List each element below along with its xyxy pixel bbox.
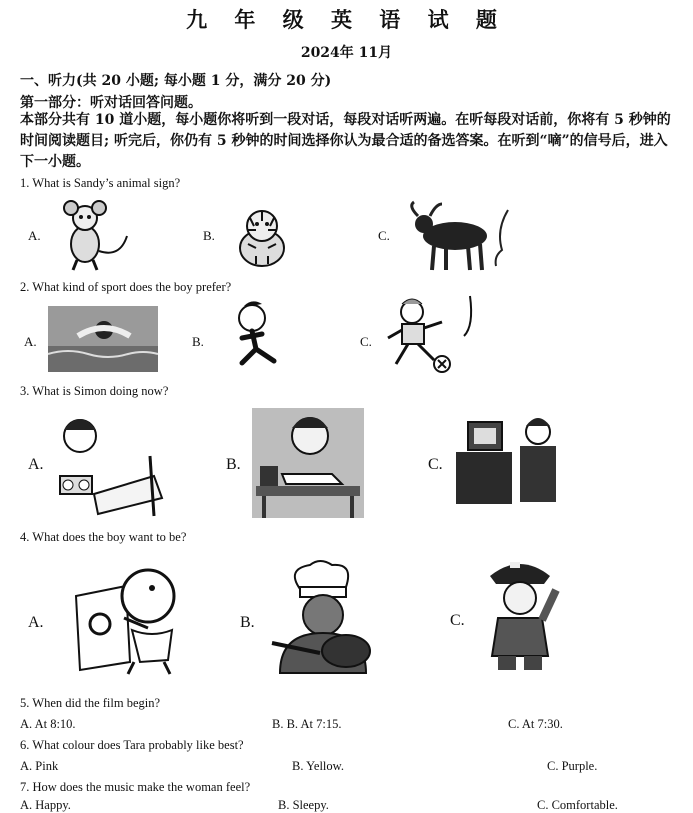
tiger-picture bbox=[222, 204, 302, 270]
bed-radio-picture bbox=[54, 406, 164, 518]
question-5: 5. When did the film begin? bbox=[20, 696, 161, 710]
q2-option-c[interactable]: C. bbox=[360, 334, 372, 349]
question-1: 1. What is Sandy’s animal sign? bbox=[20, 176, 181, 190]
q1-option-b[interactable]: B. bbox=[203, 228, 215, 243]
q4-option-c[interactable]: C. bbox=[450, 612, 465, 629]
instructions: 本部分共有 10 道小题，每小题你将听到一段对话，每段对话听两遍。在听每段对话前，你将有 5 秒钟的时间阅读题目; 听完后，你仍有 5 秒钟的时间选择你认为最合适的备选答案。在听到“嘀”的信号后，进入下一小题。 bbox=[20, 112, 671, 170]
police-officer-picture bbox=[480, 556, 560, 676]
q7-option-b[interactable]: B. Sleepy. bbox=[278, 798, 329, 812]
part-heading: 第一部分：听对话回答问题。 bbox=[20, 95, 202, 111]
q6-option-b[interactable]: B. Yellow. bbox=[292, 759, 344, 773]
q1-option-a[interactable]: A. bbox=[28, 228, 41, 243]
q4-option-b[interactable]: B. bbox=[240, 614, 255, 631]
q5-option-a[interactable]: A. At 8:10. bbox=[20, 717, 76, 731]
q4-option-a[interactable]: A. bbox=[28, 614, 44, 631]
q6-option-c[interactable]: C. Purple. bbox=[547, 759, 598, 773]
q3-option-a[interactable]: A. bbox=[28, 456, 44, 473]
q2-option-a[interactable]: A. bbox=[24, 334, 37, 349]
ox-picture bbox=[400, 200, 530, 276]
page-title: 九 年 级 英 语 试 题 bbox=[186, 7, 507, 32]
q2-option-b[interactable]: B. bbox=[192, 334, 204, 349]
q5-option-c[interactable]: C. At 7:30. bbox=[508, 717, 563, 731]
question-6: 6. What colour does Tara probably like best? bbox=[20, 738, 244, 752]
football-picture bbox=[372, 296, 472, 376]
q6-option-a[interactable]: A. Pink bbox=[20, 759, 59, 773]
q3-option-c[interactable]: C. bbox=[428, 456, 443, 473]
question-3: 3. What is Simon doing now? bbox=[20, 384, 169, 398]
swimming-picture bbox=[48, 306, 158, 372]
question-4: 4. What does the boy want to be? bbox=[20, 530, 187, 544]
mouse-picture bbox=[45, 196, 135, 274]
question-7: 7. How does the music make the woman feel? bbox=[20, 780, 251, 794]
running-picture bbox=[218, 300, 298, 372]
q3-option-b[interactable]: B. bbox=[226, 456, 241, 473]
q7-option-c[interactable]: C. Comfortable. bbox=[537, 798, 618, 812]
q5-option-b[interactable]: B. B. At 7:15. bbox=[272, 717, 342, 731]
cook-picture bbox=[270, 563, 382, 677]
q1-option-c[interactable]: C. bbox=[378, 228, 390, 243]
q7-option-a[interactable]: A. Happy. bbox=[20, 798, 71, 812]
section-heading: 一、听力(共 20 小题; 每小题 1 分，满分 20 分) bbox=[20, 73, 332, 89]
reading-desk-picture bbox=[252, 408, 364, 518]
exam-date: 2024年 11月 bbox=[300, 45, 393, 61]
painter-picture bbox=[72, 566, 188, 678]
question-2: 2. What kind of sport does the boy prefer? bbox=[20, 280, 232, 294]
computer-picture bbox=[456, 408, 566, 508]
